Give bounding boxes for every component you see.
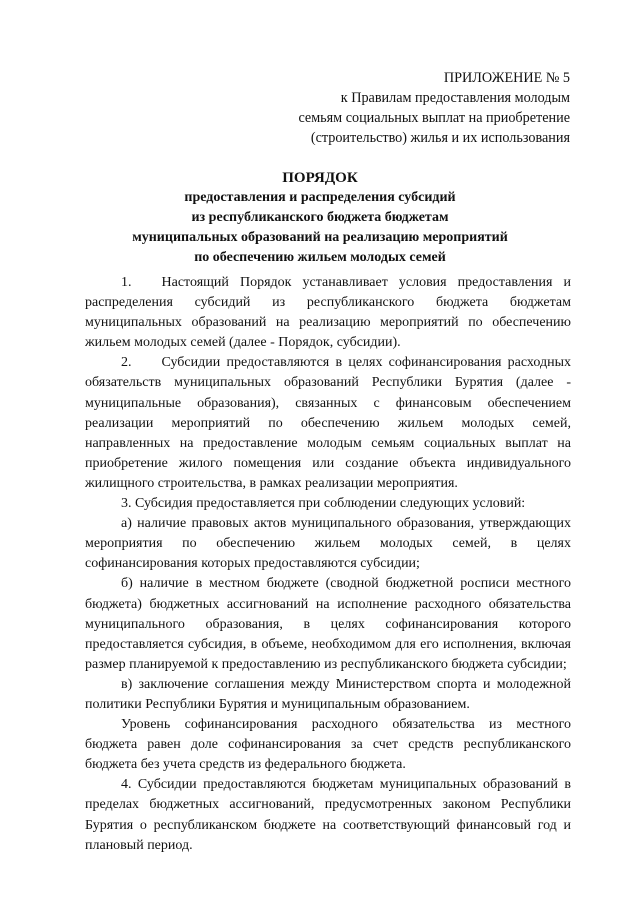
document-title-block [0,168,640,268]
paragraph-number: 2. [121,355,132,371]
subtitle-line: предоставления и распределения субсидий [184,190,456,205]
appendix-line: (строительство) жилья и их использования [310,130,570,146]
paragraph-1 [85,273,571,353]
appendix-line: к Правилам предоставления молодым [340,90,570,106]
paragraph-text: Настоящий Порядок устанавливает условия предоставления и распределения субсидий из республиканского бюджета бюджетам муниципальных образований на реализацию мероприятий по обеспечению жильем молодых семей (далее - Порядок, субсидии). [85,275,571,351]
subtitle-line: по обеспечению жильем молодых семей [194,250,446,265]
appendix-line: семьям социальных выплат на приобретение [298,110,570,126]
paragraph-cofinancing-level: Уровень софинансирования расходного обязательства из местного бюджета равен доле софинансирования за счет средств республиканского бюджета без учета средств из федерального бюджета. [85,717,571,773]
appendix-header [270,68,570,148]
appendix-title: ПРИЛОЖЕНИЕ № 5 [443,70,570,86]
paragraph-4: 4. Субсидии предоставляются бюджетам муниципальных образований в пределах бюджетных ассигнований, предусмотренных законом Республики Бурятия о республиканском бюджете на соответствующий финансовый год и плановый период. [85,777,571,853]
paragraph-3c: в) заключение соглашения между Министерством спорта и молодежной политики Республики Бурятия и муниципальным образованием. [85,676,571,712]
document-body [85,273,571,856]
subtitle-line: из республиканского бюджета бюджетам [191,210,449,225]
paragraph-2 [85,353,571,494]
subtitle-line: муниципальных образований на реализацию мероприятий [132,230,508,245]
paragraph-text: Субсидии предоставляются в целях софинансирования расходных обязательств муниципальных образований Республики Бурятия (далее - муниципальные образования), связанных с финансовым обеспечением реализации мероприятий по обеспечению жильем молодых семей, направленных на предоставление молодым семьям социальных выплат на приобретение жилого помещения или создание объекта индивидуального жилищного строительства, в рамках реализации мероприятия. [85,355,571,491]
paragraph-number: 1. [121,275,132,290]
document-title: ПОРЯДОК [282,170,358,186]
paragraph-3b: б) наличие в местном бюджете (сводной бюджетной росписи местного бюджета) бюджетных ассигнований на исполнение расходного обязательства муниципального образования, в целях софинансирования которого предоставляется субсидия, в объеме, необходимом для его исполнения, включая размер планируемой к предоставлению из республиканского бюджета субсидии; [85,576,571,672]
paragraph-3: 3. Субсидия предоставляется при соблюдении следующих условий: [121,496,526,512]
paragraph-3a: а) наличие правовых актов муниципального образования, утверждающих мероприятия по обеспечению жильем молодых семей, в целях софинансирования которых предоставляются субсидии; [85,516,571,572]
